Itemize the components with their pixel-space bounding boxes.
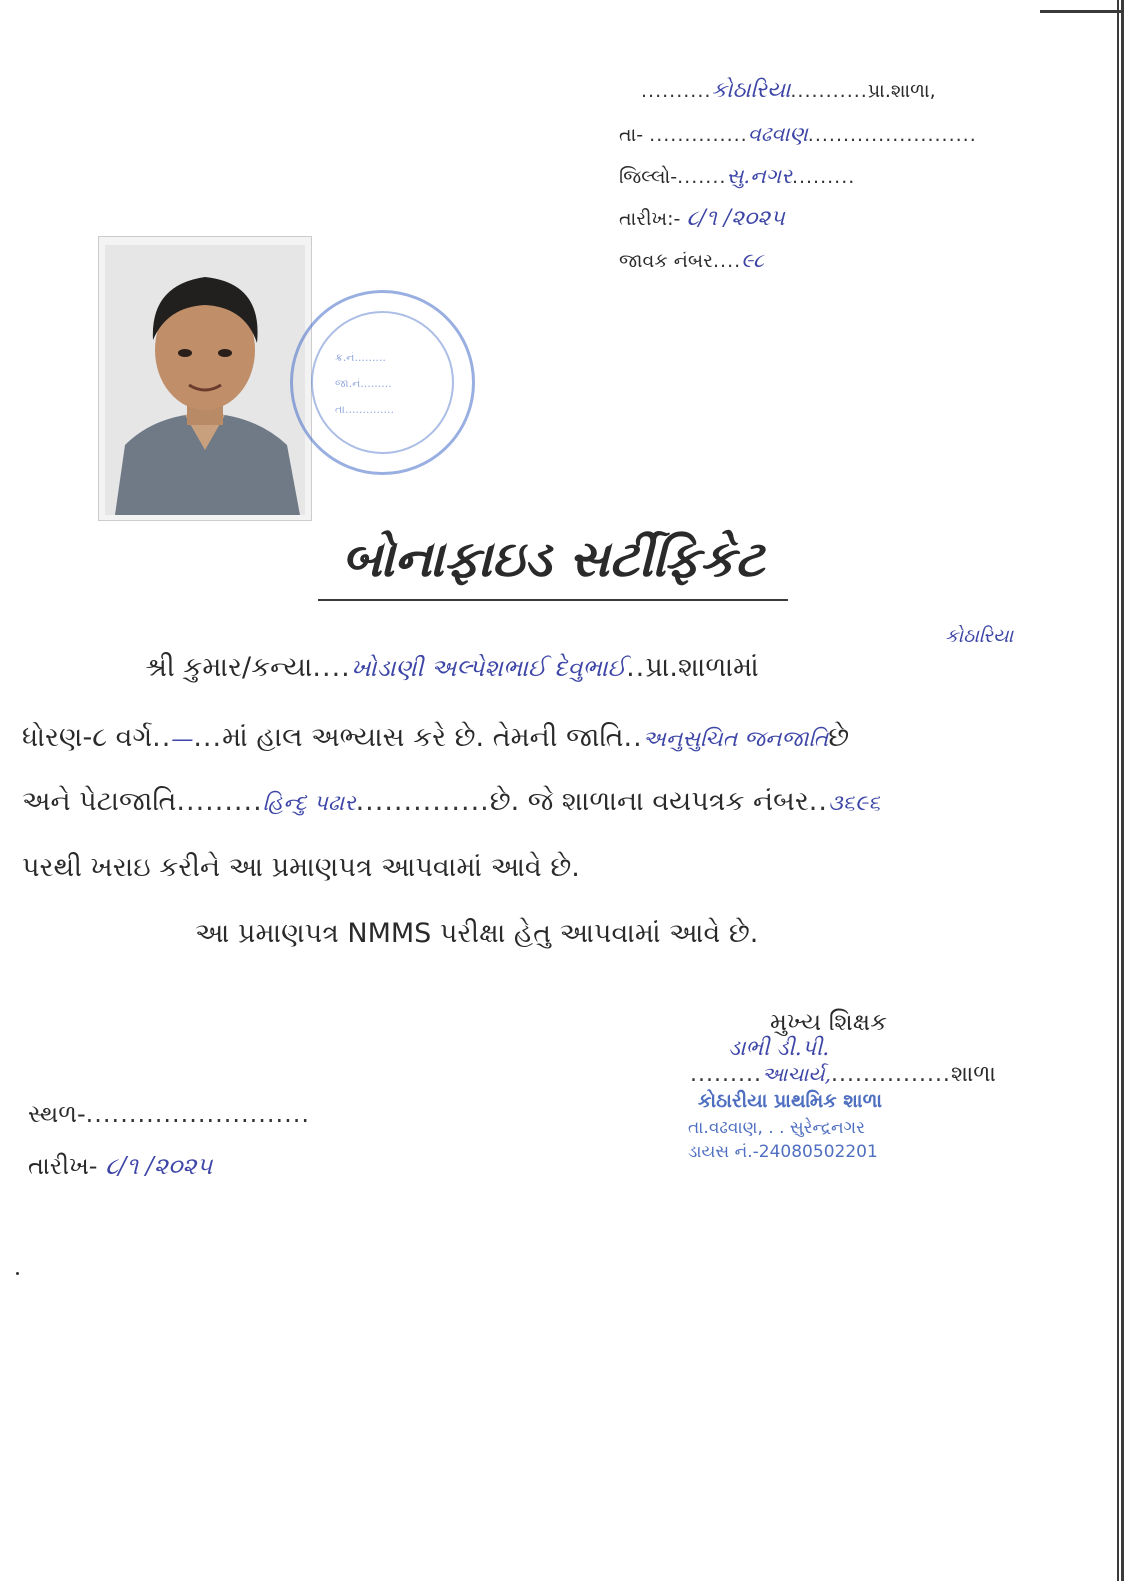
- school-stamp: [684, 1090, 954, 1162]
- header-school-line: ..........કોઠારિયા...........પ્રા.શાળા,: [641, 78, 936, 103]
- subcaste-value: હિન્દુ પઢાર: [262, 791, 356, 816]
- caste-value: અનુસુચિત જનજાતિ: [642, 727, 829, 752]
- body-line3-middle: છે. જે શાળાના વયપત્રક નંબર: [489, 786, 809, 817]
- footer-date-label: તારીખ-: [28, 1152, 98, 1180]
- body-line-2: ધોરણ-૮ વર્ગ..—...માં હાલ અભ્યાસ કરે છે. તેમની જાતિ..અનુસુચિત જનજાતિછે: [22, 722, 850, 753]
- header-school-suffix: પ્રા.શાળા,: [867, 80, 936, 102]
- stamp-address: તા.વઢવાણ, . . સુરેન્દ્રનગર: [688, 1118, 865, 1138]
- acharya-handwritten: આચાર્ય,: [761, 1062, 832, 1086]
- body-line-1: શ્રી કુમાર/કન્યા....ખોડાણી અલ્પેશભાઈ દેવુભાઈ..પ્રા.શાળામાં: [145, 652, 759, 683]
- page-border-top: [1040, 10, 1124, 13]
- body-line-5: આ પ્રમાણપત્ર NMMS પરીક્ષા હેતુ આપવામાં આવે છે.: [195, 918, 759, 949]
- certificate-title: બોનાફાઇડ સર્ટીફિકેટ: [318, 530, 788, 601]
- place-line: [28, 1100, 310, 1128]
- footer-date-value: ૮/૧ /૨૦૨૫: [105, 1152, 213, 1180]
- class-value: —: [171, 727, 194, 752]
- signature-label: મુખ્ય શિક્ષક: [770, 1008, 888, 1036]
- header-district-line: જિલ્લો-.......સુ.નગર.........: [619, 164, 856, 188]
- header-district-value: સુ.નગર: [726, 164, 792, 188]
- student-photo: [98, 236, 312, 521]
- body-school-handwritten: કોઠારિયા: [945, 625, 1014, 647]
- place-dots: ..........................: [85, 1100, 311, 1128]
- signature-school-suffix: શાળા: [950, 1062, 996, 1087]
- student-photo-image: [105, 245, 305, 515]
- header-outward-line: જાવક નંબર....૯૮: [619, 248, 765, 272]
- scan-speck: [16, 1272, 19, 1275]
- stamp-dise-number: ડાયસ નં.-24080502201: [688, 1142, 878, 1162]
- header-taluka-label: તા-: [619, 124, 644, 146]
- header-date-line: [619, 206, 785, 231]
- stamp-school-name: કોઠારીયા પ્રાથમિક શાળા: [698, 1090, 883, 1112]
- body-line2-suffix: છે: [828, 722, 850, 753]
- signature-school-line: .........આચાર્ય,...............શાળા: [690, 1062, 996, 1087]
- page-border-right: [1117, 0, 1124, 1581]
- footer-date-line: [28, 1152, 212, 1180]
- body-line1-suffix: પ્રા.શાળામાં: [645, 652, 759, 683]
- round-seal-stamp: ક્ર.નં......... જા.નં......... તા..............: [290, 290, 475, 475]
- header-date-value: ૮/૧ /૨૦૨૫: [686, 206, 785, 231]
- body-line1-prefix: શ્રી કુમાર/કન્યા: [145, 652, 313, 683]
- body-line-3: અને પેટાજાતિ.........હિન્દુ પઢાર..............છે. જે શાળાના વયપત્રક નંબર..૩૬૯૬: [22, 786, 881, 817]
- header-school-name: કોઠારિયા: [711, 78, 791, 103]
- header-outward-label: જાવક નંબર: [619, 250, 714, 272]
- place-label: સ્થળ-: [28, 1100, 86, 1128]
- header-taluka-line: તા- ..............વઢવાણ........................: [619, 122, 977, 146]
- register-number: ૩૬૯૬: [827, 791, 881, 816]
- student-portrait-icon: [105, 245, 305, 515]
- header-date-label: તારીખ:-: [619, 208, 681, 230]
- header-district-label: જિલ્લો-: [619, 166, 678, 188]
- student-name: ખોડાણી અલ્પેશભાઈ દેવુભાઈ: [350, 654, 627, 682]
- body-line3-prefix: અને પેટાજાતિ: [22, 786, 177, 817]
- body-line-4: પરથી ખરાઇ કરીને આ પ્રમાણપત્ર આપવામાં આવે છે.: [22, 852, 580, 883]
- header-outward-value: ૯૮: [741, 248, 765, 272]
- header-taluka-value: વઢવાણ: [747, 122, 808, 146]
- signature-scrawl: ડાભી ડી.પી.: [728, 1036, 830, 1061]
- body-line2-prefix: ધોરણ-૮ વર્ગ: [22, 722, 153, 753]
- body-line2-middle: માં હાલ અભ્યાસ કરે છે. તેમની જાતિ: [222, 722, 624, 753]
